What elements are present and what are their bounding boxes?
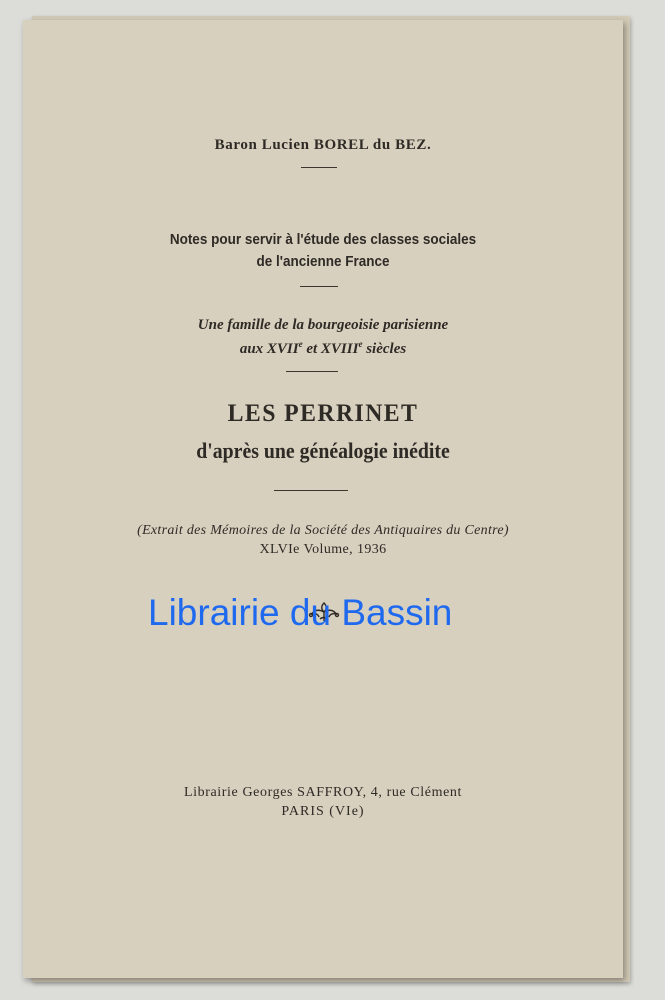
divider-rule (300, 286, 338, 287)
bookseller-watermark: Librairie du Bassin (148, 592, 453, 633)
author-name: Baron Lucien BOREL du BEZ. (214, 137, 432, 153)
main-subtitle: d'après une généalogie inédite (196, 438, 450, 463)
booklet-cover (23, 20, 623, 978)
extract-note: (Extrait des Mémoires de la Société des Antiquaires du Centre) (137, 523, 509, 538)
series-title-line-2: de l'ancienne France (256, 253, 390, 270)
divider-rule (274, 490, 348, 491)
volume-info: XLVIe Volume, 1936 (259, 542, 387, 557)
family-subtitle-line-2: aux XVIIe et XVIIIe siècles (239, 339, 407, 357)
publisher-city: PARIS (VIe) (281, 804, 365, 819)
divider-rule (286, 371, 338, 372)
publisher-address: Librairie Georges SAFFROY, 4, rue Clément (183, 785, 462, 800)
series-title-line-1: Notes pour servir à l'étude des classes sociales (169, 231, 477, 248)
family-subtitle-line-1: Une famille de la bourgeoisie parisienne (197, 317, 449, 333)
divider-rule (301, 167, 337, 168)
main-title: LES PERRINET (227, 400, 419, 427)
